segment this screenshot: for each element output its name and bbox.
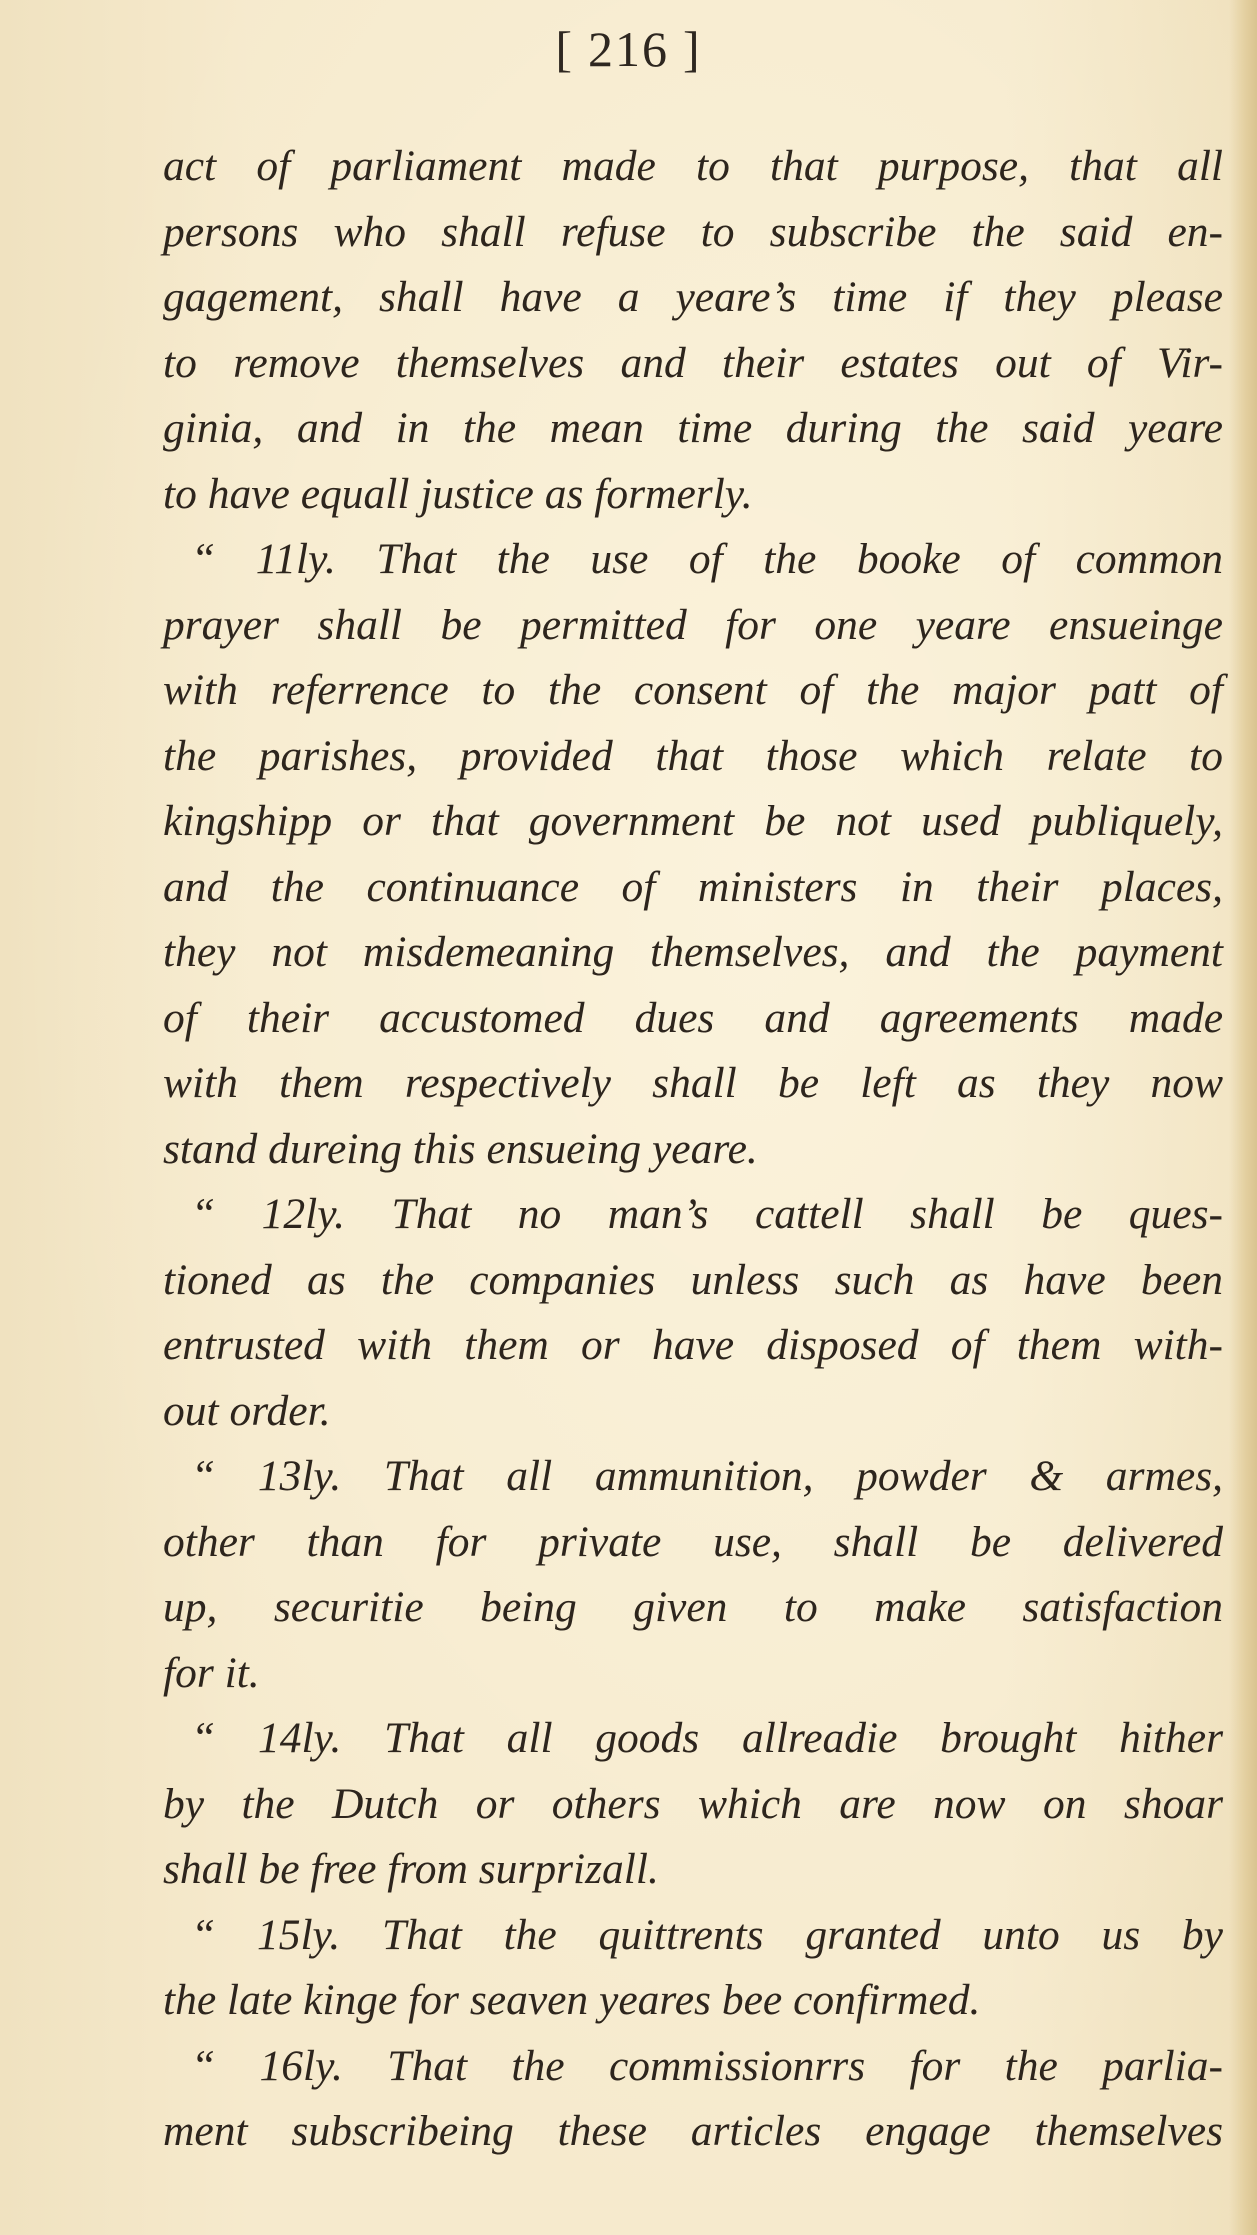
text-line: to have equall justice as formerly. xyxy=(163,469,753,518)
text-line: “ 11ly. That the use of the booke of common xyxy=(191,535,1223,583)
text-line: shall be free from surprizall. xyxy=(163,1845,659,1893)
text-line: “ 12ly. That no man’s cattell shall be ques- xyxy=(191,1190,1223,1238)
text-line: to remove themselves and their estates out of Vir- xyxy=(163,338,1223,387)
text-line: of their accustomed dues and agreements made xyxy=(163,993,1223,1042)
text-line: with referrence to the consent of the major patt of xyxy=(163,666,1223,714)
text-line: act of parliament made to that purpose, that all xyxy=(163,142,1223,190)
folio-number: 216 xyxy=(588,21,669,77)
text-line: other than for private use, shall be delivered xyxy=(163,1517,1223,1566)
text-line: tioned as the companies unless such as have been xyxy=(163,1255,1223,1304)
text-line: out order. xyxy=(163,1386,331,1435)
page-edge-shadow xyxy=(1229,0,1257,2235)
text-line: entrusted with them or have disposed of them with- xyxy=(163,1321,1223,1369)
text-line: “ 14ly. That all goods allreadie brought hither xyxy=(191,1714,1223,1762)
page-number xyxy=(0,20,1257,78)
text-line: “ 13ly. That all ammunition, powder & armes, xyxy=(191,1452,1223,1500)
text-line: the late kinge for seaven yeares bee confirmed. xyxy=(163,1976,981,2024)
text-line: ginia, and in the mean time during the said yeare xyxy=(163,404,1223,452)
text-line: for it. xyxy=(163,1648,260,1697)
text-line: stand dureing this ensueing yeare. xyxy=(163,1124,758,1173)
body-text xyxy=(163,134,1223,2165)
text-line: and the continuance of ministers in their places, xyxy=(163,862,1223,911)
text-line: with them respectively shall be left as they now xyxy=(163,1059,1223,1107)
text-line: “ 16ly. That the commissionrrs for the parlia- xyxy=(191,2041,1223,2090)
text-line: they not misdemeaning themselves, and the payment xyxy=(163,928,1223,976)
text-line: kingshipp or that government be not used publiquely, xyxy=(163,797,1223,845)
text-line: the parishes, provided that those which relate to xyxy=(163,731,1223,780)
text-line: persons who shall refuse to subscribe the said en- xyxy=(163,207,1223,256)
folio-bracket-right: ] xyxy=(683,21,702,77)
text-line: gagement, shall have a yeare’s time if they please xyxy=(163,273,1223,321)
folio-bracket-left: [ xyxy=(555,21,574,77)
text-line: by the Dutch or others which are now on shoar xyxy=(163,1779,1223,1828)
text-line: prayer shall be permitted for one yeare ensueinge xyxy=(163,600,1223,649)
text-line: “ 15ly. That the quittrents granted unto us by xyxy=(191,1910,1223,1959)
text-line: ment subscribeing these articles engage themselves xyxy=(163,2107,1223,2155)
text-line: up, securitie being given to make satisfaction xyxy=(163,1583,1223,1631)
